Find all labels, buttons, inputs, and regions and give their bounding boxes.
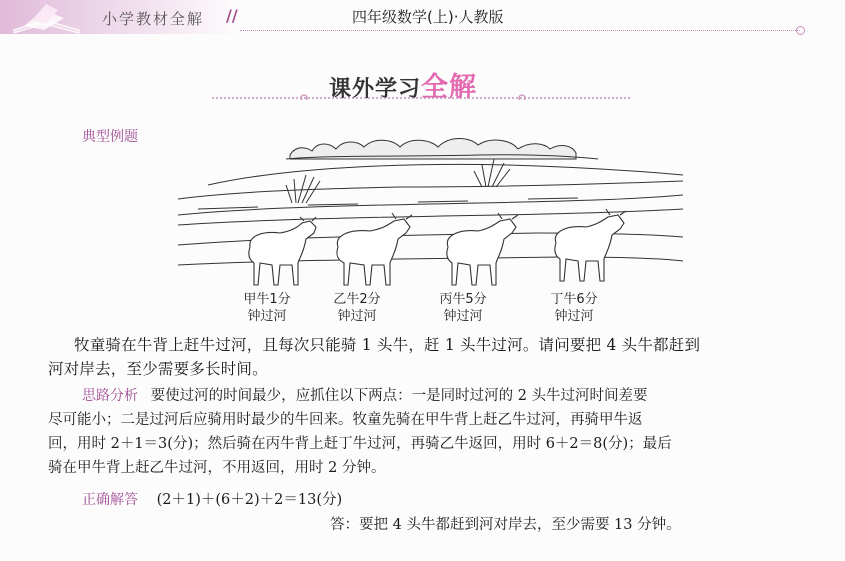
answer-line [82,489,342,512]
problem-line-2: 河对岸去，至少需要多长时间。 [48,360,268,378]
cow-caption-line: 乙牛2分 [333,292,381,307]
cow-caption-line: 甲牛1分 [243,292,291,307]
example-label: 典型例题 [82,129,138,145]
cow-caption-line: 丁牛6分 [550,292,598,307]
book-logo-icon [4,0,94,34]
analysis-line-2: 尽可能小；二是过河后应骑用时最少的牛回来。牧童先骑在甲牛背上赶乙牛过河，再骑甲牛返 [48,412,643,428]
answer-equation: (2＋1)＋(6＋2)＋2＝13(分) [156,492,343,508]
book-title: 四年级数学(上)·人教版 [352,8,504,26]
section-title-plain: 课外学习 [329,77,422,102]
cow-caption-line: 钟过河 [554,309,594,324]
cow-caption-line: 丙牛5分 [439,292,487,307]
analysis-line-1 [82,385,648,408]
cow-caption-bing [432,291,494,325]
section-heading [212,58,632,102]
header-slash-mark: // [226,6,238,25]
cow-caption-ding [543,291,605,325]
analysis-line-4: 骑在甲牛背上赶乙牛过河，不用返回，用时 2 分钟。 [48,460,386,476]
section-title-highlight: 全解 [421,72,478,103]
analysis-label: 思路分析 [82,388,138,404]
cow-caption-line: 钟过河 [443,309,483,324]
header-rule [240,30,800,31]
series-title: 小学教材全解 [102,10,205,28]
cow-caption-line: 钟过河 [337,309,377,324]
analysis-line-3: 回，用时 2＋1＝3(分)；然后骑在丙牛背上赶丁牛过河，再骑乙牛返回，用时 6＋2＝8(分)；最后 [48,436,672,452]
analysis-text: 要使过河的时间最少，应抓住以下两点：一是同时过河的 2 头牛过河时间差要 [150,388,648,404]
problem-line-1: 牧童骑在牛背上赶牛过河，且每次只能骑 1 头牛，赶 1 头牛过河。请问要把 4 头牛都赶到 [74,336,701,354]
answer-label: 正确解答 [82,492,138,508]
header-rule-end-dot [796,26,805,35]
cow-caption-line: 钟过河 [247,309,287,324]
answer-conclusion: 答：要把 4 头牛都赶到河对岸去，至少需要 13 分钟。 [330,517,681,533]
cow-caption-jia [236,291,298,325]
cow-caption-yi [326,291,388,325]
section-underline-decoration [212,94,632,100]
